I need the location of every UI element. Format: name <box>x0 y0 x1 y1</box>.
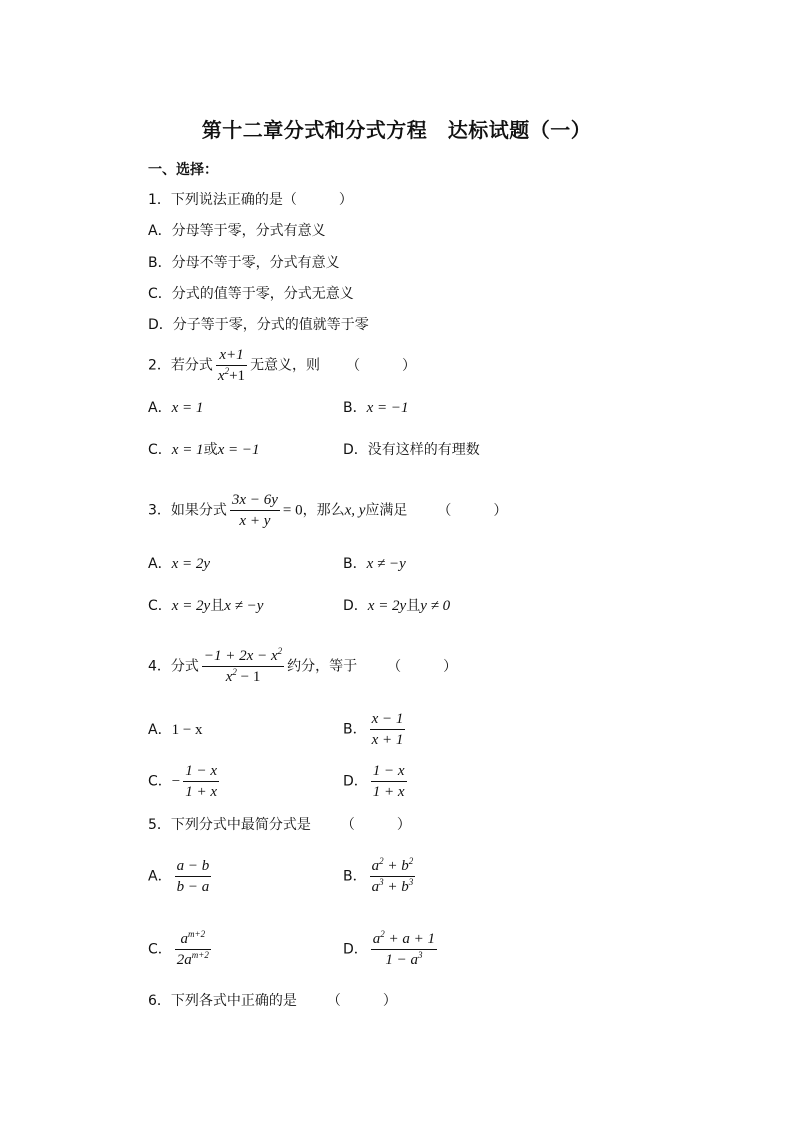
question-3-option-a <box>148 554 210 574</box>
q3-b-math: x ≠ −y <box>366 556 406 572</box>
q3-equals: = 0 <box>282 502 303 519</box>
q4-d-label: D． <box>343 773 368 790</box>
q4-b-den: x + 1 <box>371 732 404 748</box>
question-5-stem <box>148 815 411 835</box>
q4-d-fraction <box>371 762 407 801</box>
q5-b-num <box>370 857 416 877</box>
q2-c-math1: x = 1 <box>171 442 204 458</box>
q5-b-num-a: a <box>371 858 380 874</box>
q5-b-den-a-exp: 3 <box>379 877 384 887</box>
question-2-option-c <box>148 440 259 460</box>
q5-d-num-a: a <box>372 931 381 947</box>
q5-a-fraction <box>175 857 212 896</box>
q5-a-label: A． <box>148 868 172 885</box>
q2-post: 无意义，则 <box>250 357 321 374</box>
question-5-option-c <box>148 930 214 969</box>
q4-b-fraction <box>370 710 406 749</box>
question-2-option-d <box>343 440 480 460</box>
q4-num-main: −1 + 2x − x <box>203 648 278 664</box>
question-4-option-c <box>148 762 222 801</box>
q5-b-den <box>370 877 416 896</box>
q3-answer-paren: （ ） <box>437 502 508 519</box>
q5-b-den-b-exp: 3 <box>408 877 414 887</box>
q2-b-math: x = −1 <box>366 400 409 416</box>
q4-post: 约分，等于 <box>287 658 358 675</box>
q2-c-or: 或 <box>203 442 218 458</box>
q4-den-rest: − 1 <box>236 669 261 685</box>
q4-d-num: 1 − x <box>371 762 407 782</box>
q2-b-label: B． <box>343 400 367 416</box>
q2-den-exp: 2 <box>224 366 230 376</box>
question-1-option-d: D．分子等于零，分式的值就等于零 <box>148 317 369 333</box>
q3-fraction <box>230 491 280 530</box>
question-1-option-a: A．分母等于零，分式有意义 <box>148 223 326 239</box>
q5-b-den-b: + b <box>383 879 409 895</box>
question-5-option-b <box>343 857 418 896</box>
q5-d-num-exp: 2 <box>380 929 385 939</box>
page-title: 第十二章分式和分式方程 达标试题（一） <box>201 118 592 142</box>
q5-c-den-base: 2a <box>176 952 192 968</box>
q4-denominator <box>202 667 284 686</box>
question-1-option-b: B．分母不等于零，分式有意义 <box>148 255 340 271</box>
q4-den-base: x <box>225 669 233 685</box>
question-2-option-b <box>343 398 409 418</box>
q3-a-math: x = 2y <box>171 556 211 572</box>
q4-a-label: A． <box>148 722 172 738</box>
question-1-stem: 1．下列说法正确的是（ ） <box>148 192 353 208</box>
q5-d-label: D． <box>343 941 368 958</box>
q2-c-math2: x = −1 <box>217 442 260 458</box>
q3-d-and: 且 <box>406 598 421 614</box>
q2-denominator <box>216 366 247 385</box>
q4-c-sign: − <box>171 773 181 790</box>
question-3-option-c <box>148 596 263 616</box>
q5-c-den <box>175 950 211 969</box>
q4-c-label: C． <box>148 773 172 790</box>
q3-b-label: B． <box>343 556 367 572</box>
question-4-option-b <box>343 710 408 749</box>
q2-d-text: 没有这样的有理数 <box>367 442 480 458</box>
question-3-option-b <box>343 554 406 574</box>
question-5-option-a <box>148 857 214 896</box>
q2-c-label: C． <box>148 442 172 458</box>
question-6-stem <box>148 991 397 1011</box>
q2-den-rest: +1 <box>229 368 246 384</box>
question-4-option-d <box>343 762 410 801</box>
q5-b-num-b-exp: 2 <box>408 856 414 866</box>
question-2-option-a <box>148 398 203 418</box>
q2-den-base: x <box>217 368 225 384</box>
q2-fraction <box>216 346 247 385</box>
q5-b-label: B． <box>343 868 367 885</box>
q5-d-den <box>371 950 437 969</box>
q3-c-math1: x = 2y <box>171 598 211 614</box>
q2-a-math: x = 1 <box>171 400 204 416</box>
q3-c-math2: x ≠ −y <box>224 598 264 614</box>
q4-pre: 4．分式 <box>148 658 199 675</box>
q4-fraction <box>202 647 284 686</box>
q5-b-num-b: + b <box>383 858 409 874</box>
question-1-option-c: C．分式的值等于零，分式无意义 <box>148 286 354 302</box>
q5-a-num: a − b <box>175 857 212 877</box>
question-5-option-d <box>343 930 440 969</box>
section-heading: 一、选择： <box>148 162 218 178</box>
q2-pre: 2．若分式 <box>148 357 213 374</box>
q3-pre: 3．如果分式 <box>148 502 227 519</box>
q3-d-math2: y ≠ 0 <box>420 598 451 614</box>
q3-d-label: D． <box>343 598 368 614</box>
q2-a-label: A． <box>148 400 172 416</box>
q5-c-label: C． <box>148 941 172 958</box>
q5-d-den-base: 1 − a <box>385 952 418 968</box>
q5-c-num-exp: m+2 <box>188 929 206 939</box>
q2-numerator: x+1 <box>216 346 247 366</box>
q5-stem-text: 5．下列分式中最简分式是 <box>148 817 311 833</box>
q3-post1: ，那么 <box>302 502 345 519</box>
q5-b-num-a-exp: 2 <box>379 856 384 866</box>
q5-c-den-exp: m+2 <box>191 950 209 960</box>
q3-denominator: x + y <box>239 513 271 529</box>
q4-den-exp: 2 <box>232 667 237 677</box>
question-3-stem <box>148 491 507 530</box>
q5-b-den-a: a <box>371 879 380 895</box>
q5-c-num-base: a <box>180 931 189 947</box>
q5-a-den: b − a <box>176 879 210 895</box>
q3-d-math1: x = 2y <box>367 598 407 614</box>
q5-d-num <box>371 930 437 950</box>
q4-a-math: 1 − x <box>171 722 203 738</box>
question-3-option-d <box>343 596 450 616</box>
q2-answer-paren: （ ） <box>346 357 417 374</box>
q4-b-label: B． <box>343 721 367 738</box>
q3-post2: 应满足 <box>365 502 408 519</box>
q4-b-num: x − 1 <box>370 710 406 730</box>
question-2-stem <box>148 346 416 385</box>
q6-stem-text: 6．下列各式中正确的是 <box>148 993 297 1009</box>
q5-answer-paren: （ ） <box>340 817 411 833</box>
q4-c-fraction <box>183 762 219 801</box>
q3-a-label: A． <box>148 556 172 572</box>
q3-vars: x, y <box>344 502 366 519</box>
q3-numerator: 3x − 6y <box>230 491 280 511</box>
q3-c-and: 且 <box>210 598 225 614</box>
q3-c-label: C． <box>148 598 172 614</box>
q4-answer-paren: （ ） <box>387 658 458 675</box>
q2-d-label: D． <box>343 442 368 458</box>
q4-d-den: 1 + x <box>372 784 405 800</box>
question-4-option-a <box>148 720 203 740</box>
q5-d-fraction <box>371 930 437 969</box>
q5-c-fraction <box>175 930 211 969</box>
q6-answer-paren: （ ） <box>326 993 397 1009</box>
q5-b-fraction <box>370 857 416 896</box>
q4-num-exp: 2 <box>277 646 283 656</box>
q5-c-num <box>175 930 211 950</box>
q4-c-den: 1 + x <box>185 784 218 800</box>
q5-d-num-rest: + a + 1 <box>384 931 436 947</box>
q4-numerator <box>202 647 284 667</box>
q5-d-den-exp: 3 <box>417 950 423 960</box>
q4-c-num: 1 − x <box>183 762 219 782</box>
question-4-stem <box>148 647 457 686</box>
